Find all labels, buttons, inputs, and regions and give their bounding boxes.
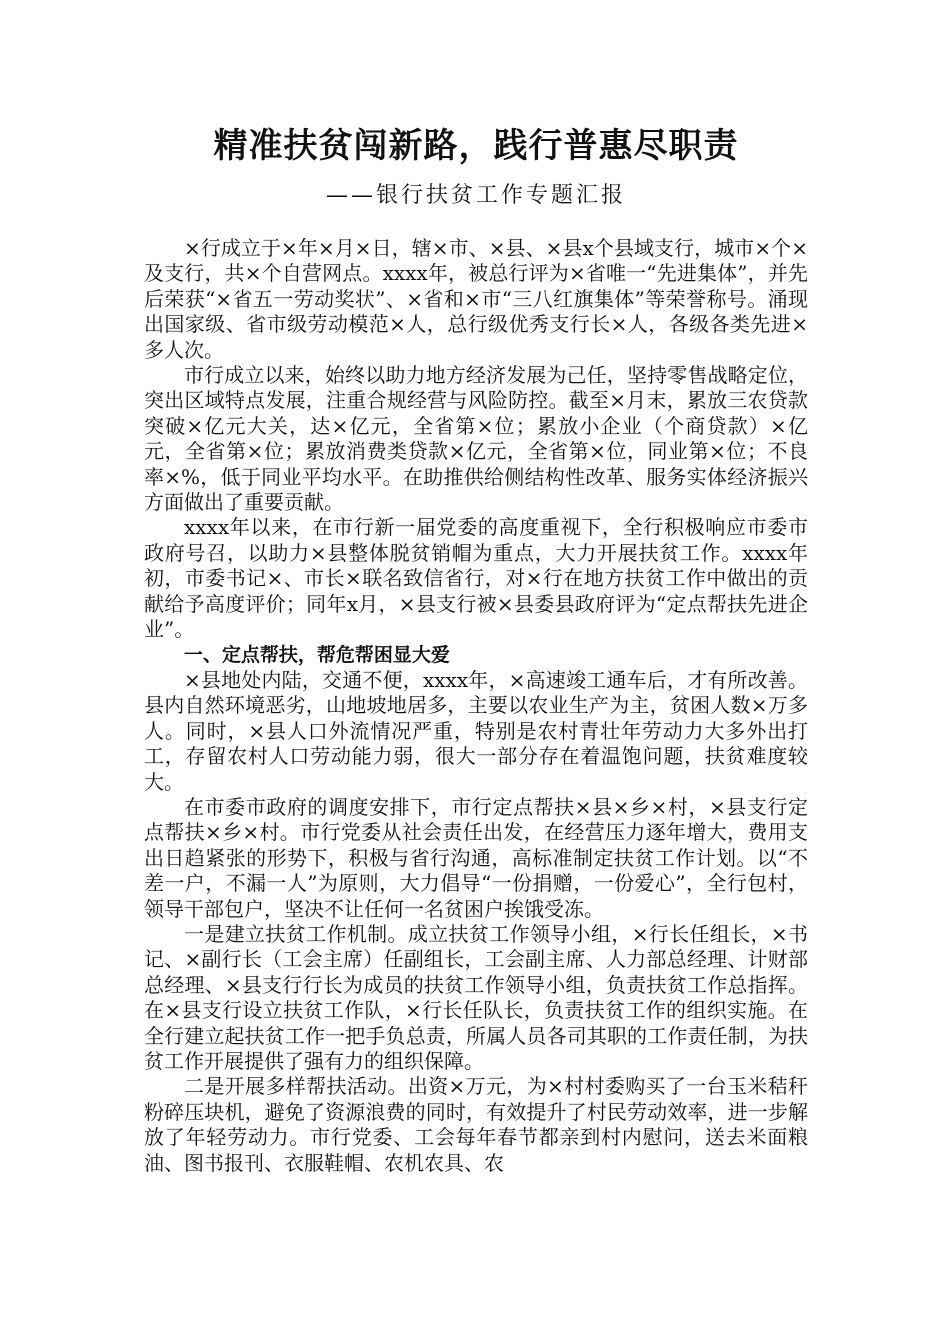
- document-title: 精准扶贫闯新路，践行普惠尽职责: [213, 126, 739, 166]
- paragraph-county-situation: ×县地处内陆，交通不便，xxxx年，×高速竣工通车后，才有所改善。县内自然环境恶劣，山地坡地居多，主要以农业生产为主，贫困人数×万多人。同时，×县人口外流情况严重，特别是农村青壮年劳动力大多外出打工，存留农村人口劳动能力弱，很大一部分存在着温饱问题，扶贫难度较大。: [144, 667, 808, 794]
- paragraph-assignment: 在市委市政府的调度安排下，市行定点帮扶×县×乡×村，×县支行定点帮扶×乡×村。市行党委从社会责任出发，在经营压力逐年增大，费用支出日趋紧张的形势下，积极与省行沟通，高标准制定扶贫工作计划。以“不差一户，不漏一人”为原则，大力倡导“一份捐赠，一份爱心”，全行包村，领导干部包户，坚决不让任何一名贫困户挨饿受冻。: [144, 794, 808, 921]
- paragraph-activities: 二是开展多样帮扶活动。出资×万元，为×村村委购买了一台玉米秸秆粉碎压块机，避免了资源浪费的同时，有效提升了村民劳动效率，进一步解放了年轻劳动力。市行党委、工会每年春节都亲到村内慰问，送去米面粮油、图书报刊、衣服鞋帽、农机农具、农: [144, 1074, 808, 1175]
- paragraph-development: 市行成立以来，始终以助力地方经济发展为己任，坚持零售战略定位，突出区域特点发展，注重合规经营与风险防控。截至×月末，累放三农贷款突破×亿元大关，达×亿元，全省第×位；累放小企业（个商贷款）×亿元，全省第×位；累放消费类贷款×亿元，全省第×位，同业第×位；不良率×%，低于同业平均水平。在助推供给侧结构性改革、服务实体经济振兴方面做出了重要贡献。: [144, 363, 808, 515]
- document-subtitle: ——银行扶贫工作专题汇报: [325, 183, 626, 208]
- section-heading: 一、定点帮扶，帮危帮困显大爱: [183, 643, 450, 666]
- paragraph-poverty-work: xxxx年以来，在市行新一届党委的高度重视下，全行积极响应市委市政府号召，以助力×县整体脱贫销帽为重点，大力开展扶贫工作。xxxx年初，市委书记×、市长×联名致信省行，对×行在地方扶贫工作中做出的贡献给予高度评价；同年x月，×县支行被×县委县政府评为“定点帮扶先进企业”。: [144, 515, 808, 642]
- paragraph-mechanism: 一是建立扶贫工作机制。成立扶贫工作领导小组，×行长任组长，×书记、×副行长（工会主席）任副组长，工会副主席、人力部总经理、计财部总经理、×县支行行长为成员的扶贫工作领导小组，负责扶贫工作总指挥。在×县支行设立扶贫工作队，×行长任队长，负责扶贫工作的组织实施。在全行建立起扶贫工作一把手负总责，所属人员各司其职的工作责任制，为扶贫工作开展提供了强有力的组织保障。: [144, 921, 808, 1073]
- paragraph-intro: ×行成立于×年×月×日，辖×市、×县、×县x个县域支行，城市×个×及支行，共×个自营网点。xxxx年，被总行评为×省唯一“先进集体”，并先后荣获“×省五一劳动奖状”、×省和×市“三八红旗集体”等荣誉称号。涌现出国家级、省市级劳动模范×人，总行级优秀支行长×人，各级各类先进×多人次。: [144, 236, 808, 362]
- document-page: [144, 118, 808, 1176]
